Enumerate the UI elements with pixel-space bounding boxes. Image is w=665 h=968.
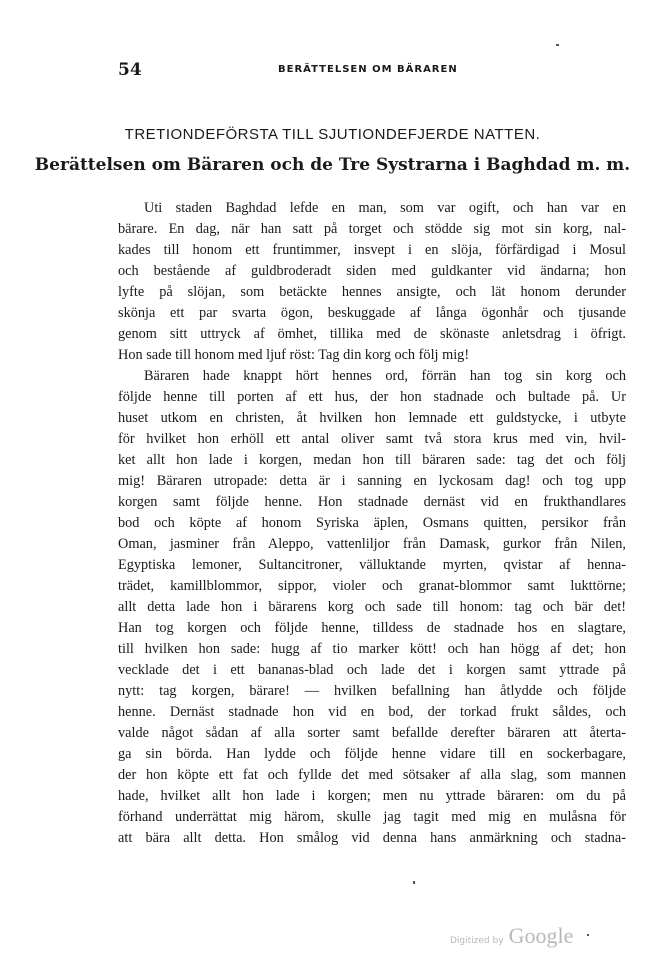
scan-speck bbox=[556, 44, 559, 46]
text-line: förhand underrättat mig härom, skulle jag tagit med mig en mulåsna för bbox=[118, 809, 626, 825]
text-line: der hon köpte ett fat och fyllde det med sötsaker af alla slag, som mannen bbox=[118, 767, 626, 783]
text-line: huset utkom en christen, åt hvilken hon lemnade ett guldstycke, i utbyte bbox=[118, 410, 626, 426]
text-line: bärare. En dag, när han satt på torget och stödde sig mot sin korg, nal- bbox=[118, 221, 626, 237]
page-number: 54 bbox=[118, 60, 142, 80]
text-line: lyfte på slöjan, som betäckte hennes ansigte, och lät honom derunder bbox=[118, 284, 626, 300]
text-line: ga sin börda. Han lydde och följde henne vidare till en sockerbagare, bbox=[118, 746, 626, 762]
digitization-watermark bbox=[450, 923, 573, 949]
body-text bbox=[118, 198, 626, 849]
text-line: följde henne till porten af ett hus, der hon stadnade och bultade på. Ur bbox=[118, 389, 626, 405]
text-line: Hon sade till honom med ljuf röst: Tag din korg och följ mig! bbox=[118, 347, 470, 363]
text-line: för hvilket hon erhöll ett antal oliver samt två stora krus med vin, hvil- bbox=[118, 431, 626, 447]
text-line: till hvilken hon sade: hugg af tio marker kött! och han högg af det; hon bbox=[118, 641, 626, 657]
text-line: att bära allt detta. Hon smålog vid denna hans anmärkning och stadna- bbox=[118, 830, 626, 846]
text-line: ket allt hon lade i korgen, medan hon till bäraren sade: tag det och följ bbox=[118, 452, 626, 468]
running-header: BERÄTTELSEN OM BÄRAREN bbox=[278, 64, 458, 75]
text-line: hade, hvilket allt hon lade i korgen; men nu yttrade bäraren: om du på bbox=[118, 788, 626, 804]
watermark-prefix: Digitized by bbox=[450, 936, 504, 946]
text-line: nytt: tag korgen, bärare! — hvilken befallning han åtlydde och följde bbox=[118, 683, 626, 699]
story-title: Berättelsen om Bäraren och de Tre Systrarna i Baghdad m. m. bbox=[34, 155, 631, 175]
section-heading: TRETIONDEFÖRSTA TILL SJUTIONDEFJERDE NATTEN. bbox=[124, 126, 541, 143]
text-line: Egyptiska lemoner, Sultancitroner, välluktande myrten, qvistar af henna- bbox=[118, 557, 626, 573]
scan-speck bbox=[413, 881, 415, 884]
text-line: vecklade det i ett bananas-blad och lade det i korgen samt yttrade på bbox=[118, 662, 626, 678]
text-line: henne. Dernäst stadnade hon vid en bod, der torkad frukt såldes, och bbox=[118, 704, 626, 720]
text-line: mig! Bäraren utropade: detta är i sanning en lyckosam dag! och tog upp bbox=[118, 473, 626, 489]
text-line: skönja ett par svarta ögon, beskuggade af långa ögonhår och tjusande bbox=[118, 305, 626, 321]
text-line: Oman, jasminer från Aleppo, vattenliljor från Damask, gurkor från Nilen, bbox=[118, 536, 626, 552]
watermark-brand: Google bbox=[508, 923, 574, 948]
text-line: valde något sådan af alla sorter samt befallde derefter bäraren att återta- bbox=[118, 725, 626, 741]
text-line: Bäraren hade knappt hört hennes ord, förrän han tog sin korg och bbox=[144, 368, 626, 384]
text-line: och bestående af guldbroderadt siden med guldkanter vid ändarna; hon bbox=[118, 263, 626, 279]
text-line: Han tog korgen och följde henne, tilldess de stadnade hos en slagtare, bbox=[118, 620, 626, 636]
text-line: Uti staden Baghdad lefde en man, som var ogift, och han var en bbox=[144, 200, 626, 216]
text-line: korgen samt följde henne. Hon stadnade dernäst vid en frukthandlares bbox=[118, 494, 626, 510]
text-line: allt detta lade hon i bärarens korg och sade till honom: tag och bär det! bbox=[118, 599, 626, 615]
text-line: kades till honom ett fruntimmer, insvept i en slöja, förfärdigad i Mosul bbox=[118, 242, 626, 258]
text-line: genom sitt uttryck af ömhet, tillika med de skönaste anletsdrag i öfrigt. bbox=[118, 326, 626, 342]
scan-speck bbox=[587, 934, 589, 936]
text-line: trädet, kamillblommor, sippor, violer och granat-blommor samt lukttörne; bbox=[118, 578, 626, 594]
text-line: bod och köpte af honom Syriska äplen, Osmans quitten, persikor från bbox=[118, 515, 626, 531]
